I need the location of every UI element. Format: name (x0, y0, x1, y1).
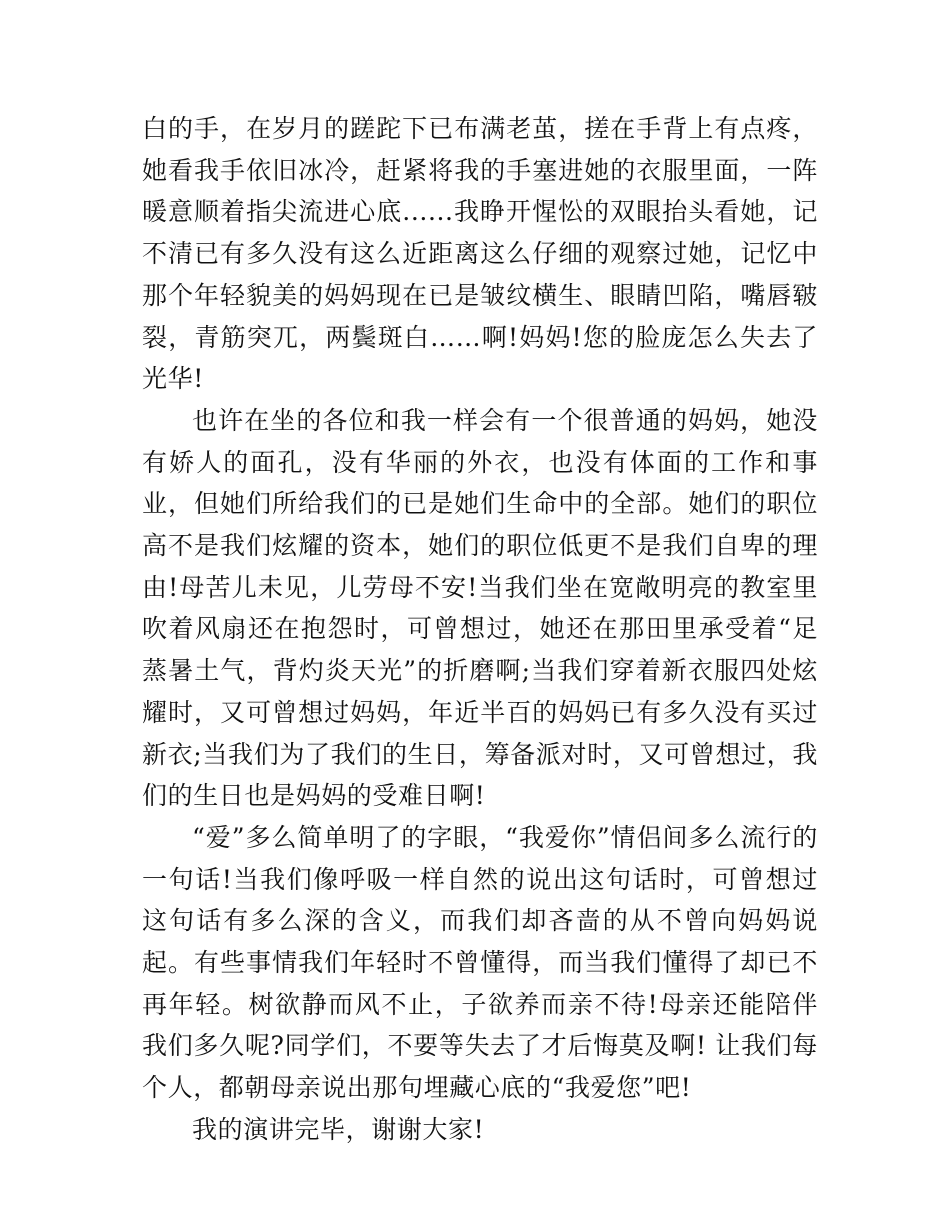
paragraph-3: “爱”多么简单明了的字眼，“我爱你”情侣间多么流行的一句话!当我们像呼吸一样自然的说出这句话时，可曾想过这句话有多么深的含义，而我们却吝啬的从不曾向妈妈说起。有些事情我们年轻时不曾懂得，而当我们懂得了却已不再年轻。树欲静而风不止，子欲养而亲不待!母亲还能陪伴我们多久呢?同学们，不要等失去了才后悔莫及啊! 让我们每个人，都朝母亲说出那句埋藏心底的“我爱您”吧! (142, 822, 818, 1103)
paragraph-1: 白的手，在岁月的蹉跎下已布满老茧，搓在手背上有点疼，她看我手依旧冰冷，赶紧将我的手塞进她的衣服里面，一阵暖意顺着指尖流进心底......我睁开惺忪的双眼抬头看她，记不清已有多久没有这么近距离这么仔细的观察过她，记忆中那个年轻貌美的妈妈现在已是皱纹横生、眼睛凹陷，嘴唇皲裂，青筋突兀，两鬓斑白……啊!妈妈!您的脸庞怎么失去了光华! (142, 114, 818, 394)
paragraph-2: 也许在坐的各位和我一样会有一个很普通的妈妈，她没有娇人的面孔，没有华丽的外衣，也没有体面的工作和事业，但她们所给我们的已是她们生命中的全部。她们的职位高不是我们炫耀的资本，她们的职位低更不是我们自卑的理由!母苦儿未见，儿劳母不安!当我们坐在宽敞明亮的教室里吹着风扇还在抱怨时，可曾想过，她还在那田里承受着“足蒸暑土气，背灼炎天光”的折磨啊;当我们穿着新衣服四处炫耀时，又可曾想过妈妈，年近半百的妈妈已有多久没有买过新衣;当我们为了我们的生日，筹备派对时，又可曾想过，我们的生日也是妈妈的受难日啊! (142, 405, 818, 811)
document-page (142, 108, 818, 1151)
paragraph-4: 我的演讲完毕，谢谢大家! (192, 1114, 485, 1144)
